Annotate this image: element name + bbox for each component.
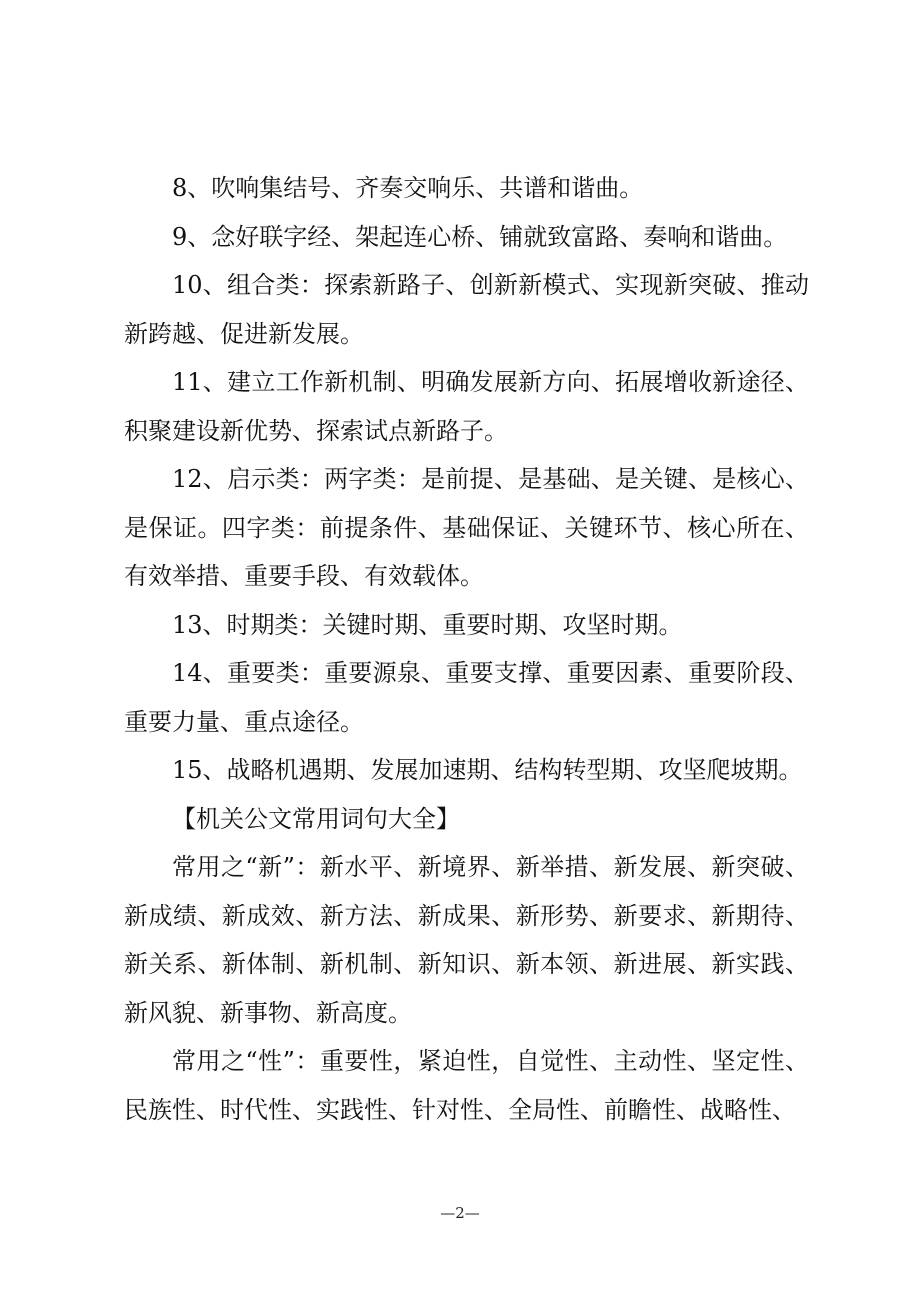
paragraph-9: 9、念好联字经、架起连心桥、铺就致富路、奏响和谐曲。 (172, 222, 788, 251)
page-number: —2— (440, 1204, 480, 1222)
section-heading: 【机关公文常用词句大全】 (172, 804, 460, 833)
paragraph-11: 11、建立工作新机制、明确发展新方向、拓展增收新途径、积聚建设新优势、探索试点新路子。 (124, 368, 809, 445)
paragraph-common-new: 常用之“新”：新水平、新境界、新举措、新发展、新突破、新成绩、新成效、新方法、新成果、新形势、新要求、新期待、新关系、新体制、新机制、新知识、新本领、新进展、新实践、新风貌、新事物、新高度。 (124, 853, 809, 1027)
document-body (124, 164, 809, 1134)
paragraph-14: 14、重要类：重要源泉、重要支撑、重要因素、重要阶段、重要力量、重点途径。 (124, 659, 809, 736)
paragraph-13: 13、时期类：关键时期、重要时期、攻坚时期。 (172, 610, 683, 639)
paragraph-8: 8、吹响集结号、齐奏交响乐、共谱和谐曲。 (172, 174, 644, 202)
paragraph-15: 15、战略机遇期、发展加速期、结构转型期、攻坚爬坡期。 (172, 756, 803, 784)
paragraph-common-nature: 常用之“性”：重要性，紧迫性，自觉性、主动性、坚定性、民族性、时代性、实践性、针对性、全局性、前瞻性、战略性、 (124, 1047, 809, 1124)
paragraph-12: 12、启示类：两字类：是前提、是基础、是关键、是核心、是保证。四字类：前提条件、基础保证、关键环节、核心所在、有效举措、重要手段、有效载体。 (124, 465, 809, 590)
paragraph-10: 10、组合类：探索新路子、创新新模式、实现新突破、推动新跨越、促进新发展。 (124, 271, 809, 348)
